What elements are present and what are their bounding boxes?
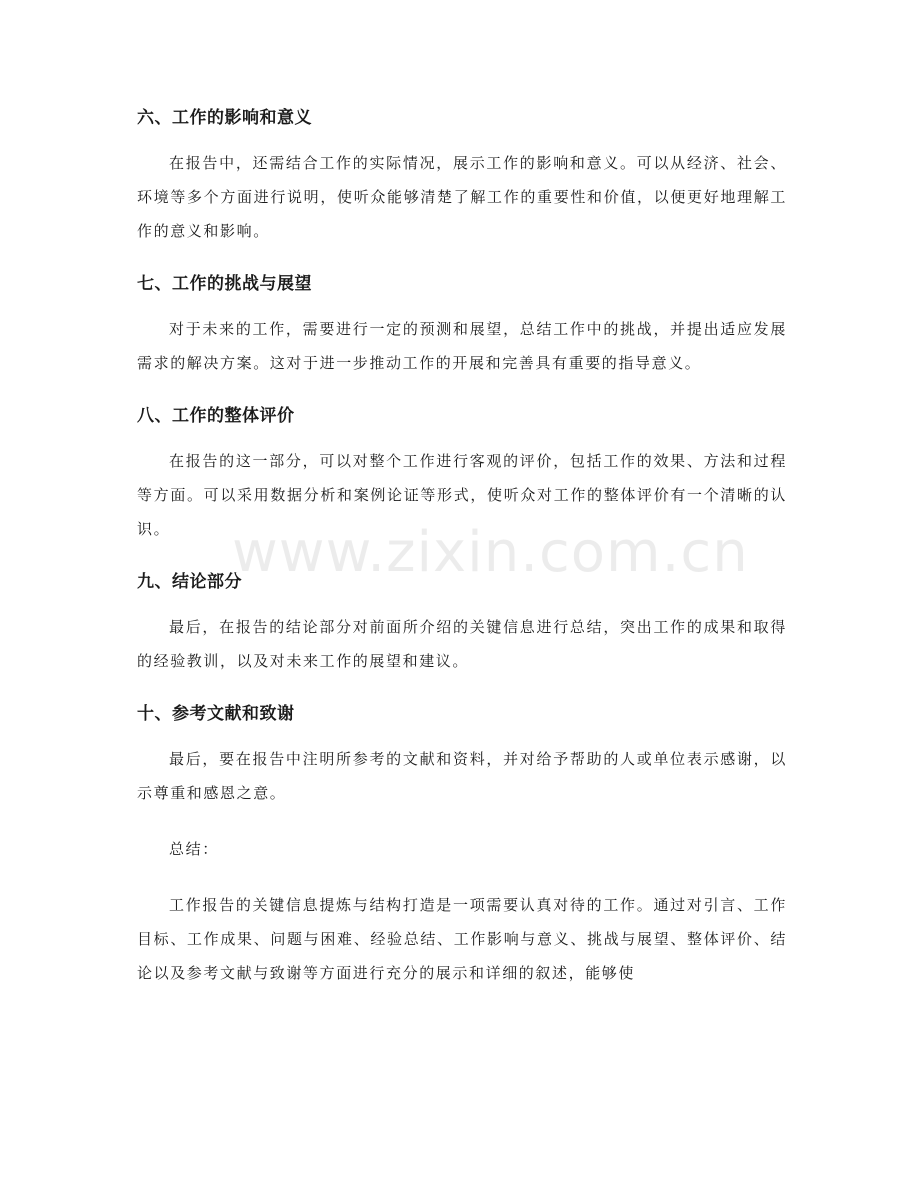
summary-paragraph: 工作报告的关键信息提炼与结构打造是一项需要认真对待的工作。通过对引言、工作目标、工作成果、问题与困难、经验总结、工作影响与意义、挑战与展望、整体评价、结论以及参考文献与致谢等方面进行充分的展示和详细的叙述，能够使 xyxy=(137,896,787,982)
section-heading: 七、工作的挑战与展望 xyxy=(137,274,312,294)
section-evaluation xyxy=(137,402,787,546)
section-paragraph: 对于未来的工作，需要进行一定的预测和展望，总结工作中的挑战，并提出适应发展需求的解决方案。这对于进一步推动工作的开展和完善具有重要的指导意义。 xyxy=(137,320,787,372)
section-conclusion xyxy=(137,568,787,678)
section-heading: 八、工作的整体评价 xyxy=(137,406,295,426)
section-paragraph: 最后，要在报告中注明所参考的文献和资料，并对给予帮助的人或单位表示感谢，以示尊重和感恩之意。 xyxy=(137,750,787,802)
document-body xyxy=(137,104,787,990)
section-heading: 十、参考文献和致谢 xyxy=(137,704,295,724)
summary-label: 总结： xyxy=(169,840,219,858)
section-heading: 九、结论部分 xyxy=(137,572,242,592)
watermark: www.zixin.com.cn xyxy=(232,520,749,585)
section-paragraph: 在报告的这一部分，可以对整个工作进行客观的评价，包括工作的效果、方法和过程等方面。可以采用数据分析和案例论证等形式，使听众对工作的整体评价有一个清晰的认识。 xyxy=(137,452,787,538)
section-paragraph: 在报告中，还需结合工作的实际情况，展示工作的影响和意义。可以从经济、社会、环境等多个方面进行说明，使听众能够清楚了解工作的重要性和价值，以便更好地理解工作的意义和影响。 xyxy=(137,154,787,240)
section-challenges xyxy=(137,270,787,380)
section-heading: 六、工作的影响和意义 xyxy=(137,108,312,128)
section-references xyxy=(137,700,787,810)
section-paragraph: 最后，在报告的结论部分对前面所介绍的关键信息进行总结，突出工作的成果和取得的经验教训，以及对未来工作的展望和建议。 xyxy=(137,618,787,670)
section-impact xyxy=(137,104,787,248)
